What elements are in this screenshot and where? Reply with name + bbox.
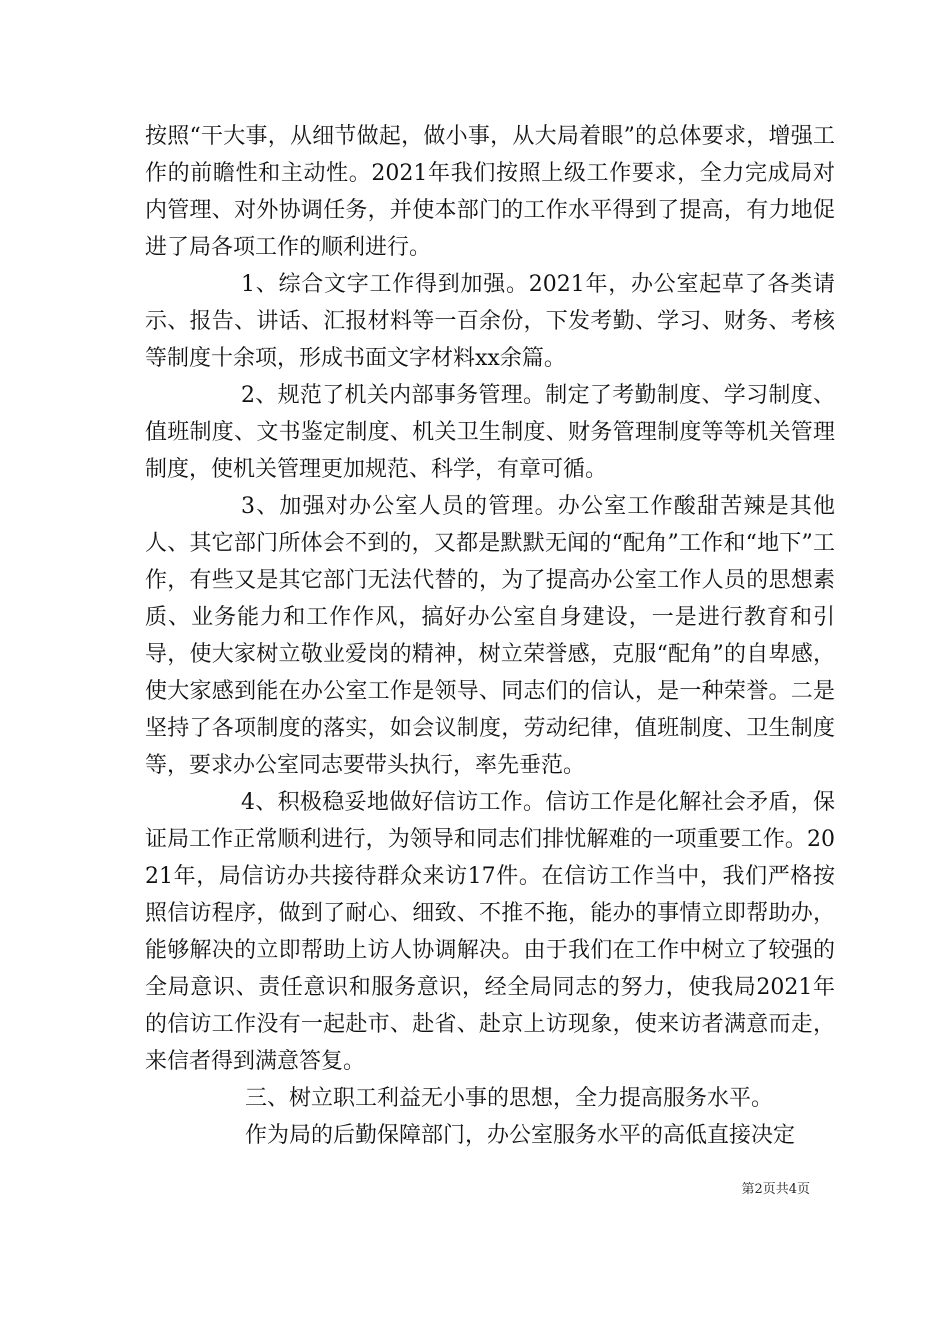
page-number: 第2页共4页	[741, 1182, 810, 1197]
paragraph-item-4: 4、积极稳妥地做好信访工作。信访工作是化解社会矛盾，保证局工作正常顺利进行，为领导和同志们排忧解难的一项重要工作。2021年，局信访办共接待群众来访17件。在信访工作当中，我们严格按照信访程序，做到了耐心、细致、不推不拖，能办的事情立即帮助办，能够解决的立即帮助上访人协调解决。由于我们在工作中树立了较强的全局意识、责任意识和服务意识，经全局同志的努力，使我局2021年的信访工作没有一起赴市、赴省、赴京上访现象，使来访者满意而走，来信者得到满意答复。	[145, 790, 835, 1074]
paragraph-item-2: 2、规范了机关内部事务管理。制定了考勤制度、学习制度、值班制度、文书鉴定制度、机关卫生制度、财务管理制度等等机关管理制度，使机关管理更加规范、科学，有章可循。	[145, 383, 835, 482]
paragraph-item-3: 3、加强对办公室人员的管理。办公室工作酸甜苦辣是其他人、其它部门所体会不到的，又都是默默无闻的“配角”工作和“地下”工作，有些又是其它部门无法代替的，为了提高办公室工作人员的思想素质、业务能力和工作作风，搞好办公室自身建设，一是进行教育和引导，使大家树立敬业爱岗的精神，树立荣誉感，克服“配角”的自卑感，使大家感到能在办公室工作是领导、同志们的信认，是一种荣誉。二是坚持了各项制度的落实，如会议制度，劳动纪律，值班制度、卫生制度等，要求办公室同志要带头执行，率先垂范。	[145, 494, 835, 778]
section-heading-3: 三、树立职工利益无小事的思想，全力提高服务水平。	[245, 1086, 774, 1111]
document-body	[145, 118, 835, 1154]
paragraph-section-3-start: 作为局的后勤保障部门，办公室服务水平的高低直接决定	[245, 1123, 796, 1148]
paragraph-item-1: 1、综合文字工作得到加强。2021年，办公室起草了各类请示、报告、讲话、汇报材料等一百余份，下发考勤、学习、财务、考核等制度十余项，形成书面文字材料xx余篇。	[145, 272, 835, 371]
paragraph-intro-continued: 按照“干大事，从细节做起，做小事，从大局着眼”的总体要求，增强工作的前瞻性和主动性。2021年我们按照上级工作要求，全力完成局对内管理、对外协调任务，并使本部门的工作水平得到了提高，有力地促进了局各项工作的顺利进行。	[145, 124, 835, 260]
